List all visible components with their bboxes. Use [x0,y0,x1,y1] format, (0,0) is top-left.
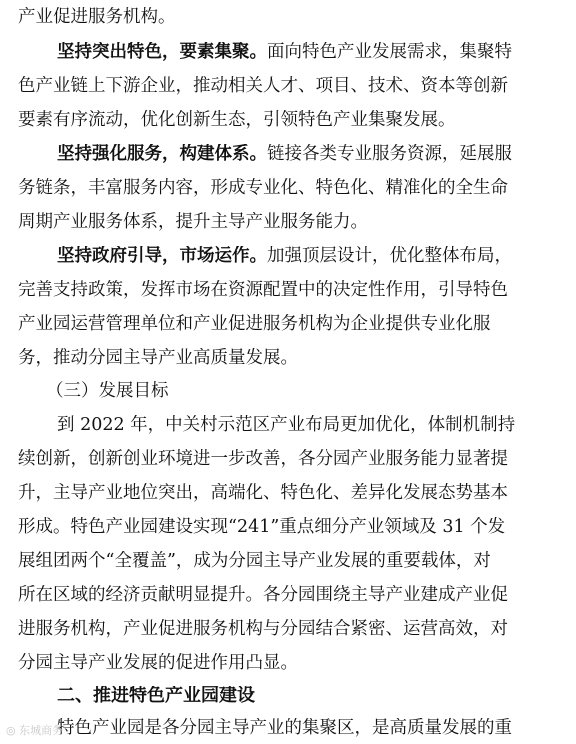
text-line: 形成。特色产业园建设实现“241”重点细分产业领域及 31 个发 [18,517,506,537]
text-line: 色产业链上下游企业，推动相关人才、项目、技术、资本等创新 [18,76,508,96]
text-line: 展组团两个“全覆盖”，成为分园主导产业发展的重要载体，对 [18,551,491,571]
text-line: 产业园运营管理单位和产业促进服务机构为企业提供专业化服 [18,314,491,334]
text-line: 坚持突出特色，要素集聚。面向特色产业发展需求，集聚特 [57,42,512,62]
text-line: 特色产业园是各分园主导产业的集聚区，是高质量发展的重 [57,718,512,738]
text-line: 要素有序流动，优化创新生态，引领特色产业集聚发展。 [18,110,456,130]
text-line: 周期产业服务体系，提升主导产业服务能力。 [18,212,368,232]
text-line: 分园主导产业发展的促进作用凸显。 [18,653,298,673]
bold-lead: 坚持强化服务，构建体系。 [57,144,267,164]
section-heading: （三）发展目标 [46,381,169,401]
text-line: 坚持强化服务，构建体系。链接各类专业服务资源，延展服 [57,144,512,164]
watermark-logo: ◎ 东城商务 [6,724,64,737]
text-line: 务链条，丰富服务内容，形成专业化、特色化、精准化的全生命 [18,178,508,198]
text-line: 所在区域的经济贡献明显提升。各分园围绕主导产业建成产业促 [18,585,508,605]
chapter-heading: 二、推进特色产业园建设 [57,686,255,706]
bold-lead: 坚持政府引导，市场运作。 [57,246,267,266]
bold-lead: 坚持突出特色，要素集聚。 [57,42,267,62]
text-line: 完善支持政策，发挥市场在资源配置中的决定性作用，引导特色 [18,280,508,300]
text-line: 到 2022 年，中关村示范区产业布局更加优化，体制机制持 [57,415,516,435]
text-line: 务，推动分园主导产业高质量发展。 [18,348,298,368]
text-line: 进服务机构，产业促进服务机构与分园结合紧密、运营高效，对 [18,619,508,639]
text-line: 续创新，创新创业环境进一步改善，各分园产业服务能力显著提 [18,449,508,469]
text-line: 坚持政府引导，市场运作。加强顶层设计，优化整体布局， [57,246,512,266]
text-line: 产业促进服务机构。 [18,7,176,27]
text-line: 升，主导产业地位突出，高端化、特色化、差异化发展态势基本 [18,483,508,503]
